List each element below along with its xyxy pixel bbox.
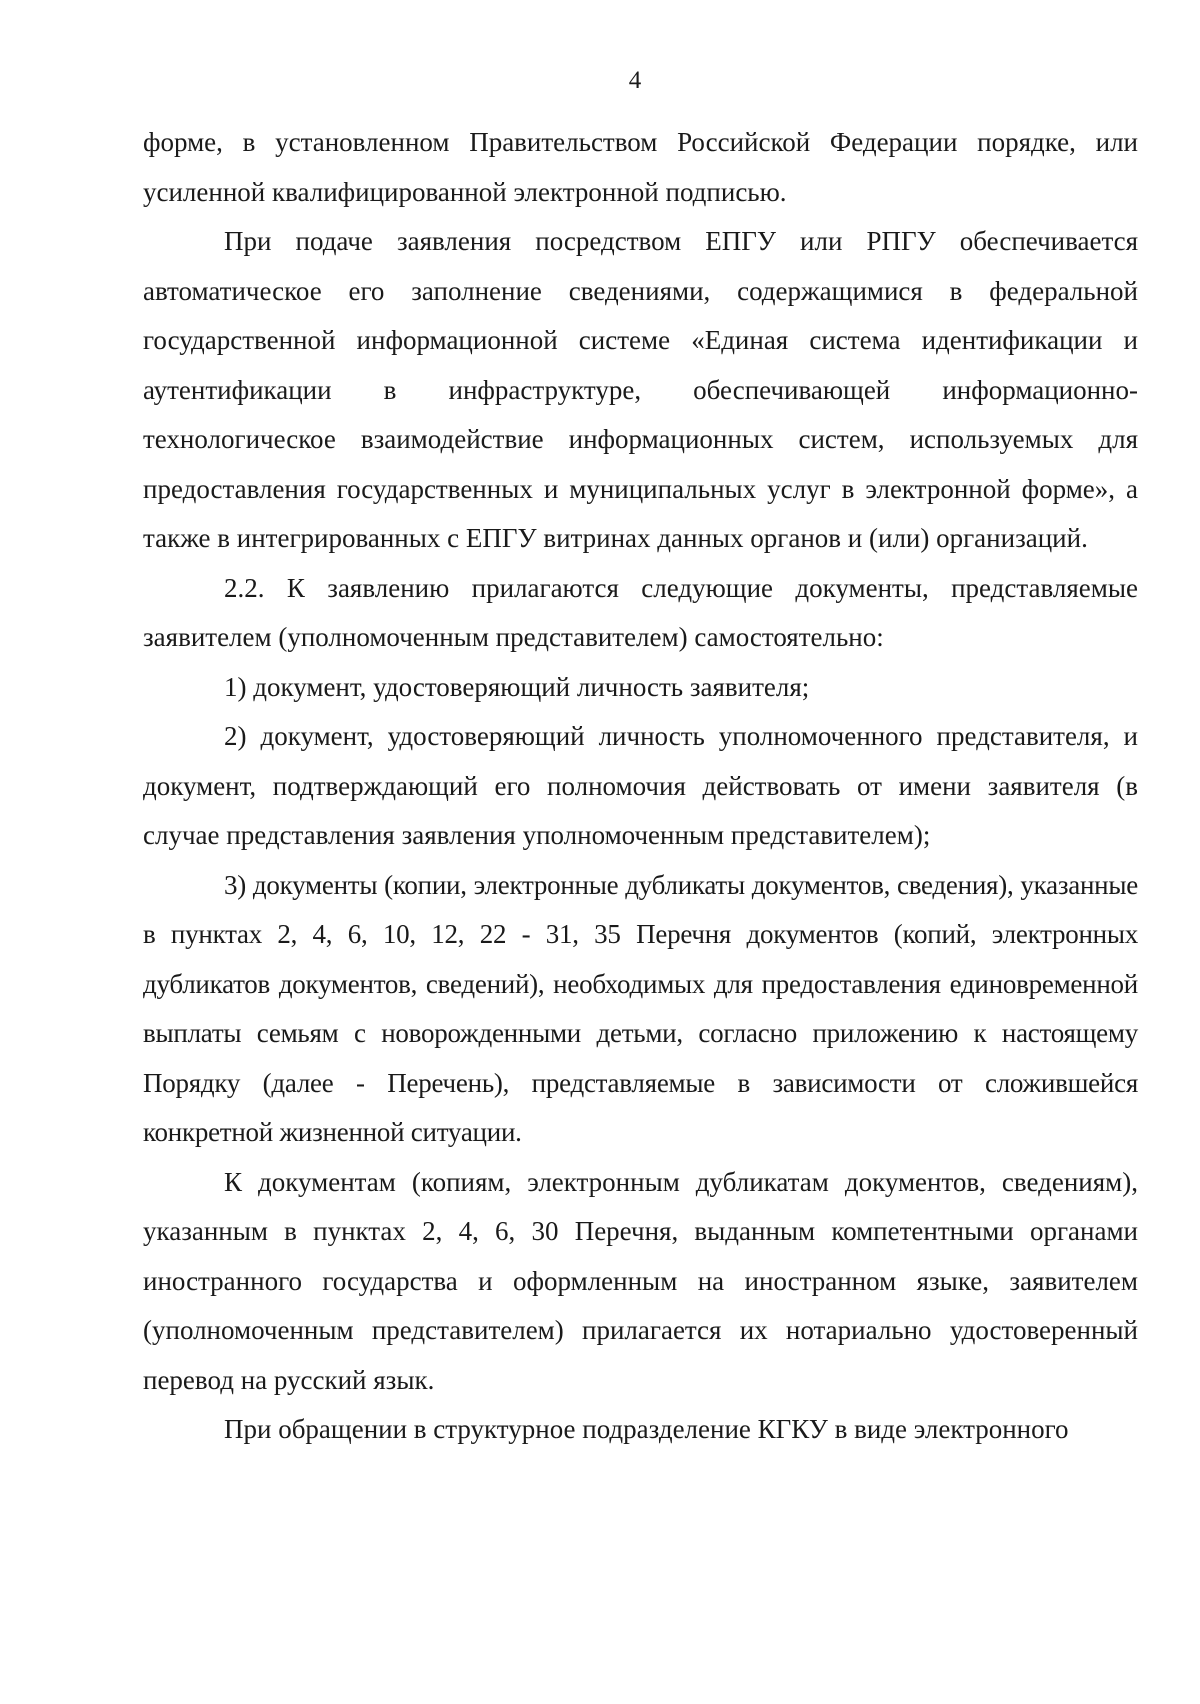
- list-item-3: 3) документы (копии, электронные дубликаты документов, сведения), указанные в пунктах 2, 4, 6, 10, 12, 22 - 31, 35 Перечня документов (копий, электронных дубликатов документов, сведений), необходимых для предоставления единовременной выплаты семьям с новорожденными детьми, согласно приложению к настоящему Порядку (далее - Перечень), представляемые в зависимости от сложившейся конкретной жизненной ситуации.: [143, 869, 1138, 1147]
- paragraph-section-2-2: 2.2. К заявлению прилагаются следующие документы, представляемые заявителем (уполномоченным представителем) самостоятельно:: [143, 572, 1138, 652]
- list-item-1: 1) документ, удостоверяющий личность заявителя;: [224, 671, 810, 702]
- paragraph-foreign-documents: К документам (копиям, электронным дубликатам документов, сведениям), указанным в пунктах 2, 4, 6, 30 Перечня, выданным компетентными органами иностранного государства и оформленным на иностранном языке, заявителем (уполномоченным представителем) прилагается их нотариально удостоверенный перевод на русский язык.: [143, 1166, 1138, 1395]
- paragraph-kgku-appeal: При обращении в структурное подразделение КГКУ в виде электронного: [224, 1414, 1069, 1444]
- paragraph-continuation: форме, в установленном Правительством Российской Федерации порядке, или усиленной квалифицированной электронной подписью.: [143, 127, 1138, 207]
- paragraph-epgu-autofill: При подаче заявления посредством ЕПГУ или РПГУ обеспечивается автоматическое его заполнение сведениями, содержащимися в федеральной государственной информационной системе «Единая система идентификации и аутентификации в инфраструктуре, обеспечивающей информационно-технологическое взаимодействие информационных систем, используемых для предоставления государственных и муниципальных услуг в электронной форме», а также в интегрированных с ЕПГУ витринах данных органов и (или) организаций.: [143, 226, 1138, 553]
- list-item-2: 2) документ, удостоверяющий личность уполномоченного представителя, и документ, подтверждающий его полномочия действовать от имени заявителя (в случае представления заявления уполномоченным представителем);: [143, 721, 1138, 850]
- page-number: 4: [628, 67, 642, 94]
- document-body: [143, 118, 1138, 1455]
